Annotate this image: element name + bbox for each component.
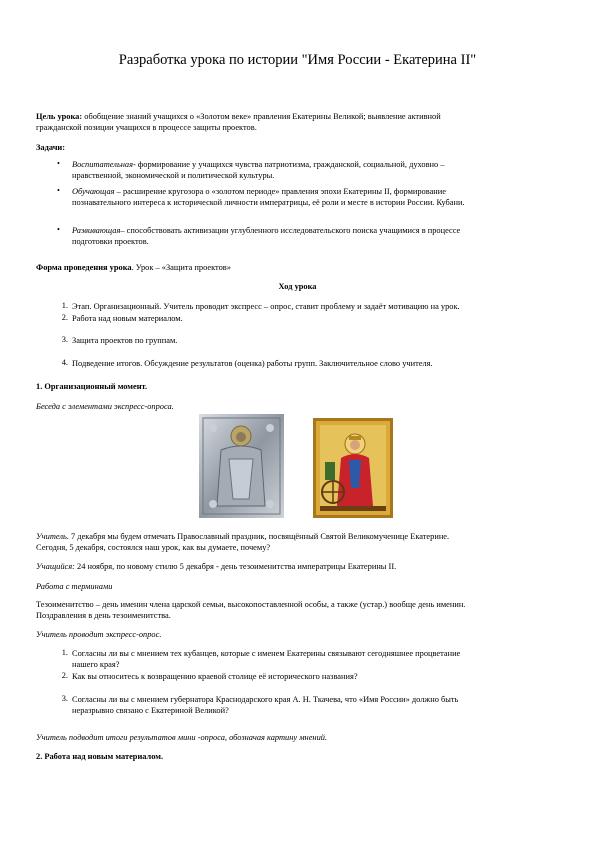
icon-image-silver-oklad xyxy=(199,414,284,518)
task-text: – расширение кругозора о «золотом периоде» правления эпохи Екатерины II, формирование xyxy=(114,187,446,196)
teacher-text-1: 7 декабря мы будем отмечать Православный праздник, посвящённый Святой Великомученице Екатерине. xyxy=(68,532,450,541)
step-number: 3. xyxy=(61,335,68,344)
form-label: Форма проведения урока xyxy=(36,263,132,272)
question-line: нашего края? xyxy=(72,660,120,670)
tasks-label: Задачи: xyxy=(36,143,66,152)
terms-heading-text: Работа с терминами xyxy=(36,582,113,591)
question-line: Как вы относитесь к возвращению краевой столице её исторического названия? xyxy=(72,672,358,681)
task-term: Воспитательная xyxy=(72,160,133,169)
step-text: Работа над новым материалом. xyxy=(72,314,183,323)
step-number: 1. xyxy=(61,301,68,310)
task-text-cont: подготовки проектов. xyxy=(72,237,149,247)
section1-heading xyxy=(36,381,560,392)
task-term: Обучающая xyxy=(72,187,115,196)
question-line: Согласны ли вы с мнением губернатора Краснодарского края А. Н. Ткачева, что «Имя России» должно быть xyxy=(72,695,459,704)
task-text-cont: нравственной, экономической и политической культуры. xyxy=(72,171,275,181)
term-def-1: Тезоименитство – день именин члена царской семьи, высокопоставленной особы, а также (устар.) вообще день именин. xyxy=(36,600,466,609)
students-label: Учащийся: xyxy=(36,562,75,571)
section2-heading xyxy=(36,751,560,762)
step-text: Защита проектов по группам. xyxy=(72,336,178,345)
section1-sub xyxy=(36,401,560,412)
section1-sub-text: Беседа с элементами экспресс-опроса. xyxy=(36,402,174,411)
step-item xyxy=(72,301,550,312)
teacher-remark xyxy=(36,531,560,553)
step-item xyxy=(72,358,550,369)
question-item xyxy=(72,671,550,682)
express-heading xyxy=(36,629,560,640)
question-item xyxy=(72,694,550,716)
task-text: - формирование у учащихся чувства патриотизма, гражданской, социальной, духовно – xyxy=(133,160,445,169)
terms-heading xyxy=(36,581,560,592)
student-answer xyxy=(36,561,560,572)
question-line: Согласны ли вы с мнением тех кубанцев, которые с именем Екатерины связывают сегодняшнее процветание xyxy=(72,649,461,658)
express-heading-text: Учитель проводит экспресс-опрос. xyxy=(36,630,162,639)
bullet-icon: • xyxy=(57,225,60,234)
step-item xyxy=(72,313,550,324)
form-text: . Урок – «Защита проектов» xyxy=(131,263,231,272)
teacher-label: Учитель. xyxy=(36,532,69,541)
summary-text: Учитель подводит итоги результатов мини -опроса, обозначая картину мнений. xyxy=(36,733,328,742)
step-number: 2. xyxy=(61,313,68,322)
task-term: Развивающая xyxy=(72,226,121,235)
teacher-text-2: Сегодня, 5 декабря, состоялся наш урок, как вы думаете, почему? xyxy=(36,543,271,553)
question-number: 1. xyxy=(61,648,68,657)
tasks-heading xyxy=(36,142,560,153)
question-item xyxy=(72,648,550,670)
course-heading xyxy=(0,281,595,292)
term-def-2: Поздравления в день тезоименитства. xyxy=(36,611,171,621)
step-text: Этап. Организационный. Учитель проводит экспресс – опрос, ставит проблему и задаёт мотивацию на урок. xyxy=(72,302,460,311)
goal-label: Цель урока: xyxy=(36,112,83,121)
bullet-icon: • xyxy=(57,186,60,195)
term-definition xyxy=(36,599,560,621)
icon-image-saint-catherine xyxy=(313,418,393,518)
goal-text-1: обобщение знаний учащихся о «Золотом веке» правления Екатерины Великой; выявление активной xyxy=(82,112,441,121)
students-text: 24 ноября, по новому стилю 5 декабря - день тезоименитства императрицы Екатерины II. xyxy=(74,562,397,571)
task-item xyxy=(72,225,552,247)
section2-heading-text: 2. Работа над новым материалом. xyxy=(36,752,164,761)
step-text: Подведение итогов. Обсуждение результатов (оценка) работы групп. Заключительное слово учителя. xyxy=(72,359,433,368)
lesson-goal xyxy=(36,111,560,133)
section1-heading-text: 1. Организационный момент. xyxy=(36,382,148,391)
question-number: 2. xyxy=(61,671,68,680)
task-text: – способствовать активизации углубленного исследовательского поиска учащимися в процессе xyxy=(120,226,461,235)
goal-text-2: гражданской позиции учащихся в процессе защиты проектов. xyxy=(36,123,257,133)
page-title: Разработка урока по истории "Имя России - Екатерина II" xyxy=(118,52,477,68)
step-item xyxy=(72,335,550,346)
step-number: 4. xyxy=(61,358,68,367)
task-item xyxy=(72,159,552,181)
bullet-icon: • xyxy=(57,159,60,168)
task-text-cont: познавательного интереса к исторической личности императрицы, её роли и месте в истории России. Кубани. xyxy=(72,198,465,208)
course-heading-text: Ход урока xyxy=(278,282,317,291)
question-number: 3. xyxy=(61,694,68,703)
summary xyxy=(36,732,560,743)
lesson-form xyxy=(36,262,560,273)
task-item xyxy=(72,186,552,208)
question-line: неразрывно связано с Екатериной Великой? xyxy=(72,706,229,716)
